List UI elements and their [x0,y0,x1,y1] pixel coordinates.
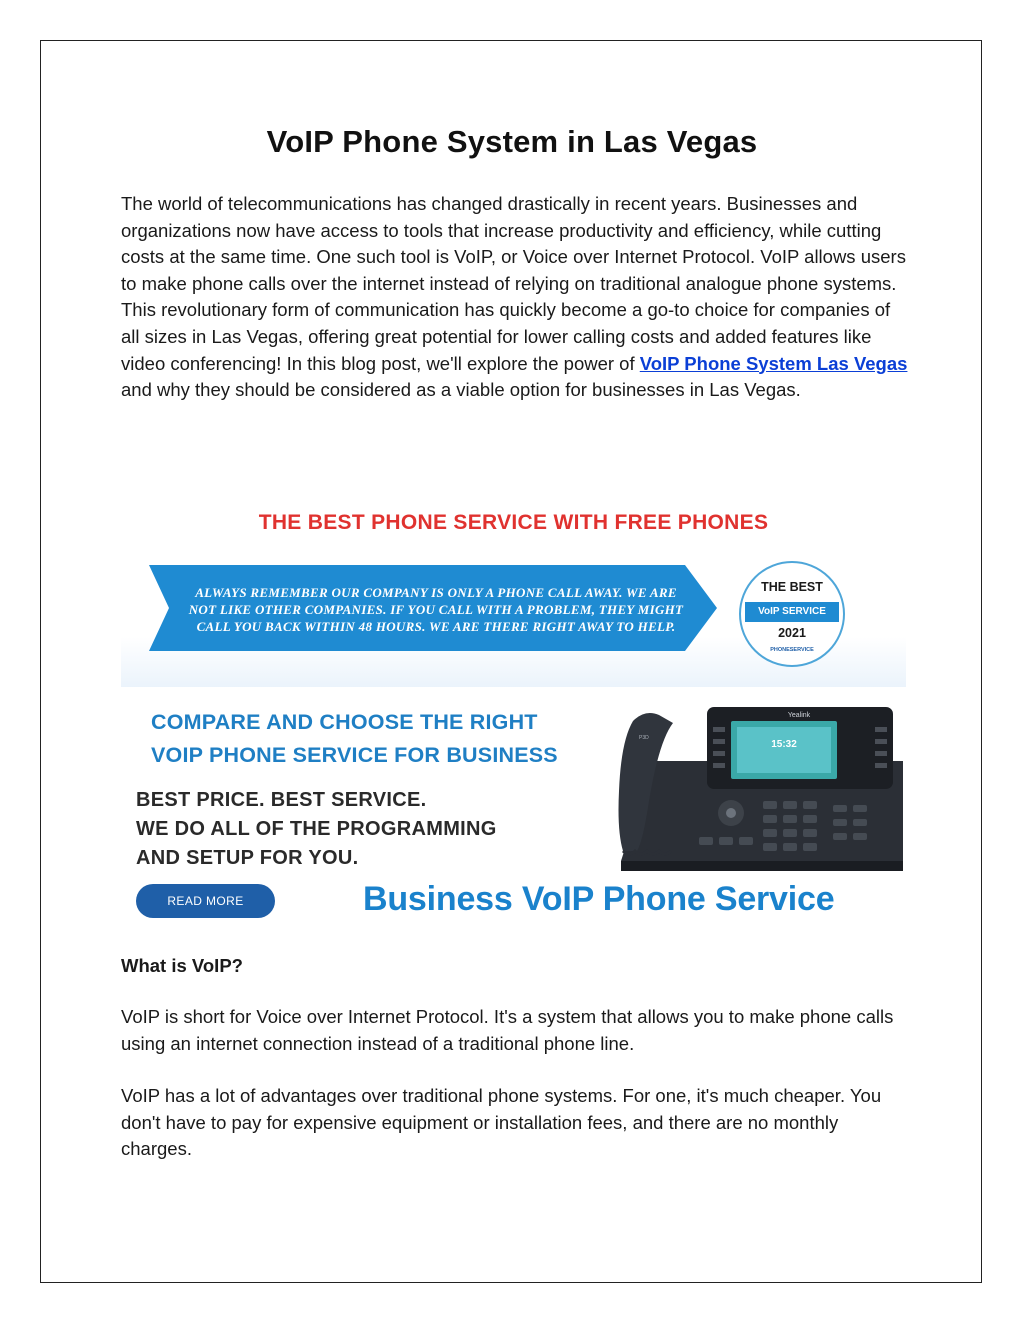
arrow-text-line: CALL YOU BACK WITHIN 48 HOURS. WE ARE THERE RIGHT AWAY TO HELP. [196,619,676,634]
badge-ribbon: VoIP SERVICE [745,602,839,622]
paragraph-voip-definition: VoIP is short for Voice over Internet Protocol. It's a system that allows you to make phone calls using an internet connection instead of a traditional phone line. [121,1006,894,1054]
intro-text-start: The world of telecommunications has changed drastically in recent years. Businesses and organizations now have access to tools that increase productivity and efficiency, while cutting costs at the same time. One such tool is VoIP, or Voice over Internet Protocol. VoIP allows users to make phone calls over the internet instead of relying on traditional analogue phone systems. This revolutionary form of communication has quickly become a go-to choice for companies of all sizes in Las Vegas, offering great potential for lower calling costs and added features like video conferencing! In this blog post, we'll explore the power of [121,193,906,374]
best-voip-badge [739,561,845,667]
intro-text-end: and why they should be considered as a viable option for businesses in Las Vegas. [121,379,801,401]
promo-banner-image [121,487,906,933]
compare-line: VOIP PHONE SERVICE FOR BUSINESS [151,743,558,767]
section-heading-what-is-voip: What is VoIP? [121,955,243,976]
desk-phone-icon [603,701,903,891]
read-more-button[interactable]: READ MORE [136,884,275,918]
phone-time: 15:32 [771,739,797,750]
page-title: VoIP Phone System in Las Vegas [266,124,758,159]
best-price-text [136,786,497,873]
badge-top-text: THE BEST [761,580,823,594]
arrow-ribbon-text [171,584,701,635]
best-line: BEST PRICE. BEST SERVICE. [136,789,427,811]
badge-year: 2021 [778,626,806,640]
arrow-text-line: NOT LIKE OTHER COMPANIES. IF YOU CALL WITH A PROBLEM, THEY MIGHT [188,602,684,617]
badge-brand: PHONESERVICE [770,647,814,653]
business-voip-title: Business VoIP Phone Service [363,880,835,918]
best-line: AND SETUP FOR YOU. [136,847,359,869]
intro-paragraph [121,191,911,404]
paragraph-voip-advantages: VoIP has a lot of advantages over traditional phone systems. For one, it's much cheaper. You don't have to pay for expensive equipment or installation fees, and there are no monthly charges. [121,1085,882,1160]
arrow-text-line: ALWAYS REMEMBER OUR COMPANY IS ONLY A PHONE CALL AWAY. WE ARE [195,585,677,600]
compare-line: COMPARE AND CHOOSE THE RIGHT [151,710,538,734]
voip-phone-system-link[interactable]: VoIP Phone System Las Vegas [639,352,908,374]
compare-heading [151,706,558,772]
banner-headline: THE BEST PHONE SERVICE WITH FREE PHONES [258,511,769,534]
handset-label: P3D [639,735,649,741]
best-line: WE DO ALL OF THE PROGRAMMING [136,818,497,840]
phone-brand: Yealink [787,712,811,719]
